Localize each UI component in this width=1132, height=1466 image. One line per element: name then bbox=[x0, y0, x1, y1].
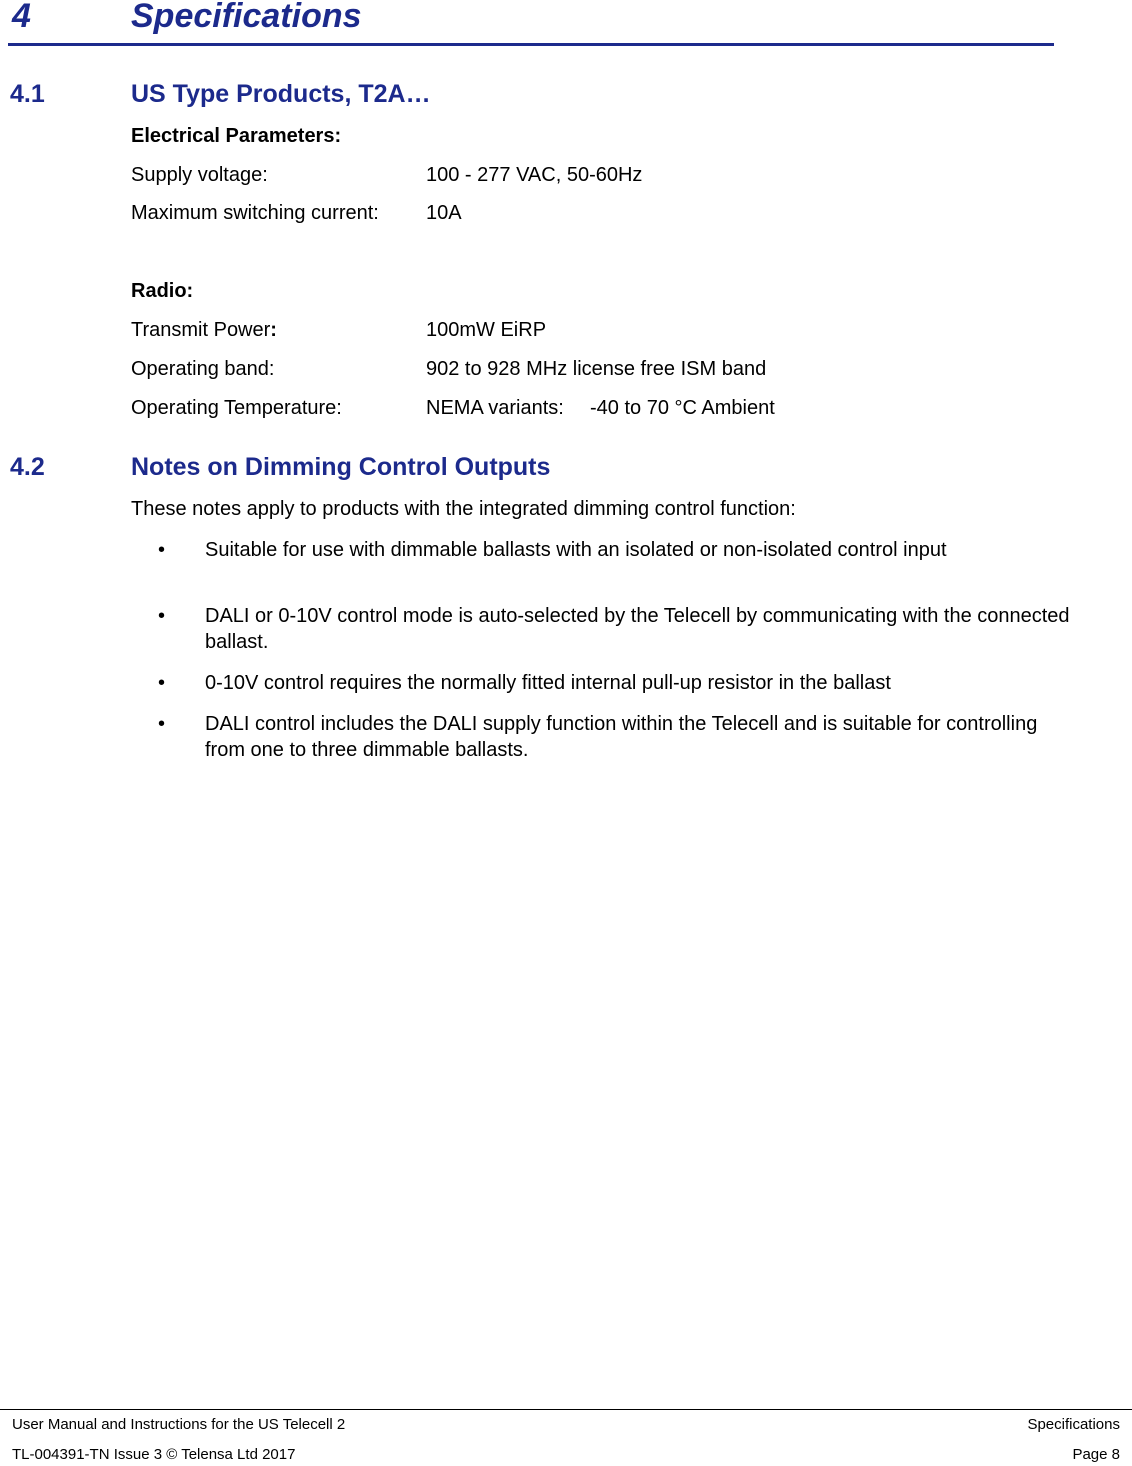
section-number-4-2: 4.2 bbox=[10, 453, 45, 481]
section-number-4-1: 4.1 bbox=[10, 80, 45, 108]
transmit-power-label-text: Transmit Power bbox=[131, 319, 271, 341]
bullet-marker: • bbox=[158, 539, 166, 561]
section-title-4-1: US Type Products, T2A… bbox=[131, 80, 431, 108]
bullet-marker: • bbox=[158, 713, 166, 735]
chapter-number: 4 bbox=[12, 0, 31, 35]
operating-temperature-label: Operating Temperature: bbox=[131, 397, 342, 419]
footer-section-name: Specifications bbox=[1027, 1416, 1120, 1433]
footer-divider bbox=[0, 1409, 1132, 1410]
electrical-parameters-heading: Electrical Parameters: bbox=[131, 125, 342, 147]
footer-page-number: Page 8 bbox=[1072, 1446, 1120, 1463]
list-item: 0-10V control requires the normally fitted internal pull-up resistor in the ballast bbox=[205, 672, 891, 694]
transmit-power-label bbox=[131, 318, 277, 342]
supply-voltage-value: 100 - 277 VAC, 50-60Hz bbox=[426, 164, 643, 186]
bullet-marker: • bbox=[158, 672, 166, 694]
footer-document-title: User Manual and Instructions for the US Telecell 2 bbox=[12, 1416, 346, 1433]
footer-document-id: TL-004391-TN Issue 3 © Telensa Ltd 2017 bbox=[12, 1446, 296, 1463]
operating-band-label: Operating band: bbox=[131, 358, 275, 380]
chapter-divider bbox=[8, 43, 1054, 46]
operating-temperature-variant: NEMA variants: bbox=[426, 397, 564, 419]
max-switching-current-label: Maximum switching current: bbox=[131, 202, 379, 224]
operating-band-value: 902 to 928 MHz license free ISM band bbox=[426, 358, 767, 380]
transmit-power-value: 100mW EiRP bbox=[426, 319, 547, 341]
dimming-notes-intro: These notes apply to products with the integrated dimming control function: bbox=[131, 498, 796, 520]
operating-temperature-value: -40 to 70 °C Ambient bbox=[590, 397, 775, 419]
list-item: DALI control includes the DALI supply function within the Telecell and is suitable for controlling from one to three dimmable ballasts. bbox=[205, 713, 1038, 761]
list-item: Suitable for use with dimmable ballasts with an isolated or non-isolated control input bbox=[205, 539, 947, 561]
list-item: DALI or 0-10V control mode is auto-selected by the Telecell by communicating with the connected ballast. bbox=[205, 605, 1070, 653]
bullet-marker: • bbox=[158, 605, 166, 627]
supply-voltage-label: Supply voltage: bbox=[131, 164, 268, 186]
max-switching-current-value: 10A bbox=[426, 202, 462, 224]
section-title-4-2: Notes on Dimming Control Outputs bbox=[131, 453, 551, 481]
radio-heading: Radio: bbox=[131, 280, 194, 302]
chapter-title: Specifications bbox=[131, 0, 362, 35]
transmit-power-label-colon: : bbox=[270, 319, 277, 341]
